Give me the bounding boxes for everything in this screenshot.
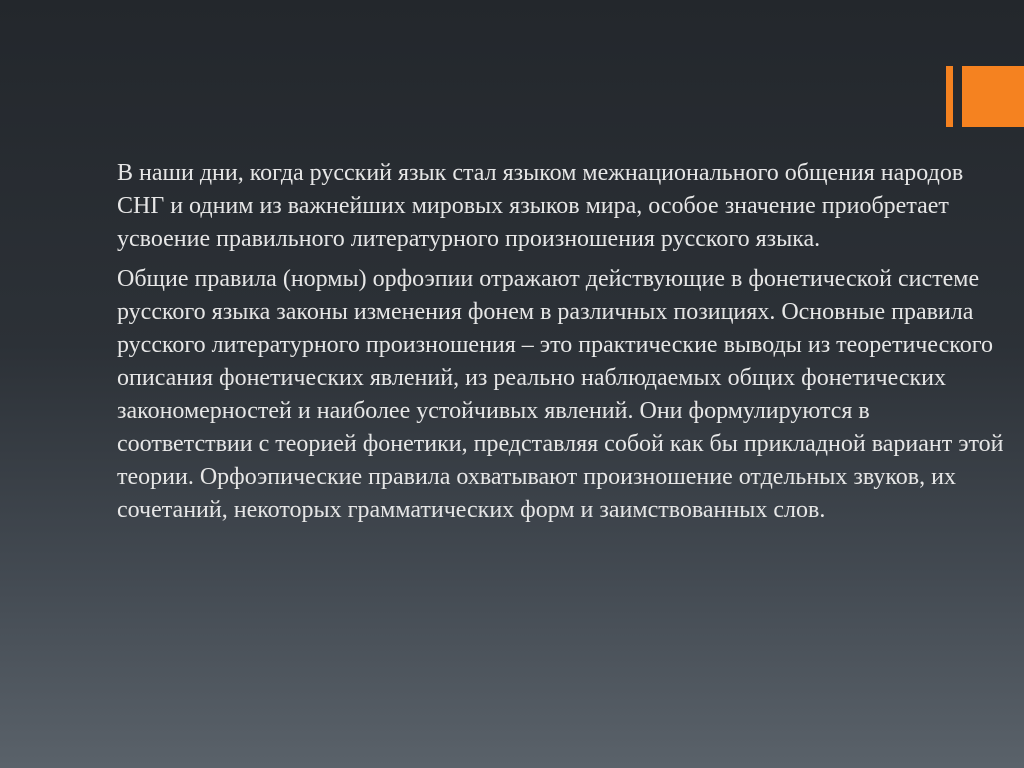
accent-bar-thin [946, 66, 953, 127]
paragraph-rules: Общие правила (нормы) орфоэпии отражают действующие в фонетической системе русского языка законы изменения фонем в различных позициях. Основные правила русского литературного произношения – это практические выводы из теоретического описания фонетических явлений, из реально наблюдаемых общих фонетических закономерностей и наиболее устойчивых явлений. Они формулируются в соответствии с теорией фонетики, представляя собой как бы прикладной вариант этой теории. Орфоэпические правила охватывают произношение отдельных звуков, их сочетаний, некоторых грамматических форм и заимствованных слов. [117, 266, 1004, 523]
accent-bar-thick [962, 66, 1024, 127]
slide-body [117, 157, 1007, 534]
paragraph-intro: В наши дни, когда русский язык стал языком межнационального общения народов СНГ и одним из важнейших мировых языков мира, особое значение приобретает усвоение правильного литературного произношения русского языка. [117, 160, 964, 252]
